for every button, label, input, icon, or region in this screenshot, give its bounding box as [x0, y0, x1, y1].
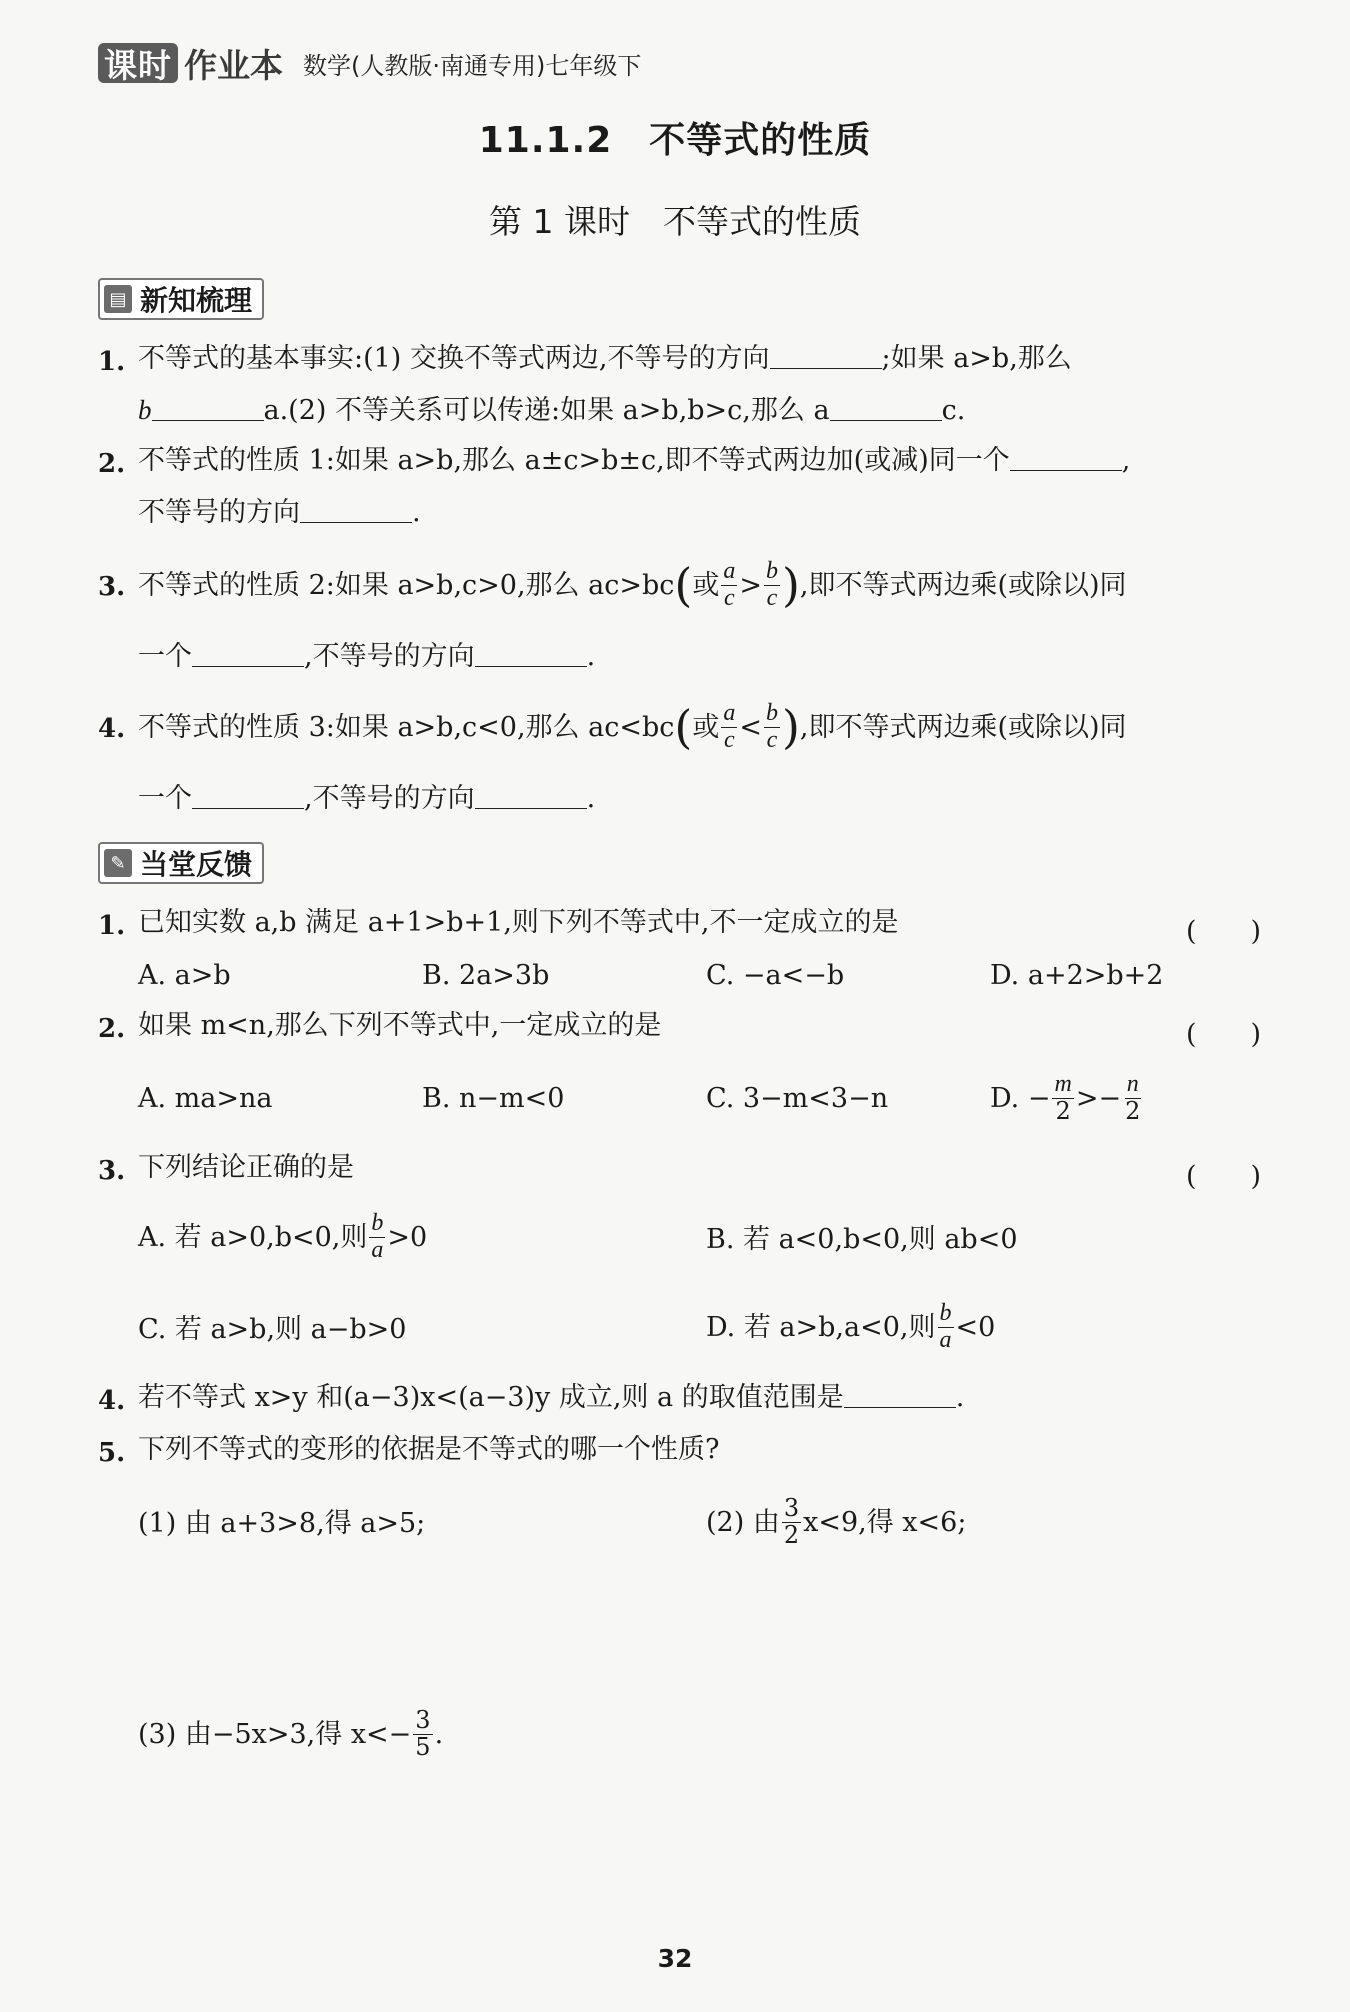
item-number: 1.: [98, 347, 126, 377]
answer-blank[interactable]: [1010, 450, 1122, 471]
option-b[interactable]: B. 若 a<0,b<0,则 ab<0: [706, 1224, 1018, 1255]
lesson-subtitle: 第 1 课时 不等式的性质: [489, 202, 861, 241]
page-title: 11.1.2 不等式的性质: [478, 120, 872, 161]
question-number: 2.: [98, 1014, 126, 1044]
fraction-b-over-a: $\frac{b}{a}$: [939, 1300, 952, 1353]
option-d[interactable]: D. − $\frac{m}{2}$ >− $\frac{n}{2}$: [990, 1071, 1141, 1125]
fraction-a-over-c: $\frac{a}{c}$: [723, 700, 736, 753]
answer-blank[interactable]: [770, 348, 882, 369]
answer-blank[interactable]: [475, 788, 587, 809]
section-label-new-knowledge: [98, 278, 264, 320]
question-number: 1.: [98, 911, 126, 941]
answer-blank[interactable]: [300, 502, 412, 523]
fraction-b-over-c: $\frac{b}{c}$: [765, 558, 778, 611]
logo-subtitle: 作业本: [184, 45, 283, 85]
answer-bracket[interactable]: ( ): [1186, 1019, 1262, 1050]
item-3-line-1: 不等式的性质 2:如果 a>b,c>0,那么 ac>bc ( 或 $\frac{a}{c}$ > $\frac{b}{c}$ ) ,即不等式两边乘(或除以)同: [138, 558, 1127, 612]
question-5-stem: 下列不等式的变形的依据是不等式的哪一个性质?: [138, 1434, 720, 1465]
question-5-part-1: (1) 由 a+3>8,得 a>5;: [138, 1508, 426, 1539]
answer-blank[interactable]: [192, 788, 304, 809]
item-4-line-2: 一个 ,不等号的方向 .: [138, 783, 596, 814]
option-c[interactable]: C. 若 a>b,则 a−b>0: [138, 1314, 407, 1345]
fraction-m-over-2: $\frac{m}{2}$: [1054, 1071, 1072, 1125]
question-2-stem: 如果 m<n,那么下列不等式中,一定成立的是: [138, 1010, 662, 1041]
question-number: 4.: [98, 1386, 126, 1416]
option-b[interactable]: B. n−m<0: [422, 1083, 565, 1114]
page-number: 32: [657, 1944, 693, 1973]
section-label-feedback: [98, 842, 264, 884]
question-5-part-3: (3) 由−5x>3,得 x<− $\frac{3}{5}$ .: [138, 1706, 444, 1761]
item-3-line-2: 一个 ,不等号的方向 .: [138, 641, 596, 672]
book-header: [98, 40, 641, 86]
option-a[interactable]: A. 若 a>0,b<0,则 $\frac{b}{a}$ >0: [138, 1210, 428, 1263]
section-title: 新知梳理: [140, 284, 253, 317]
item-4-line-1: 不等式的性质 3:如果 a>b,c<0,那么 ac<bc ( 或 $\frac{a}{c}$ < $\frac{b}{c}$ ) ,即不等式两边乘(或除以)同: [138, 700, 1127, 754]
item-number: 2.: [98, 449, 126, 479]
answer-blank[interactable]: [475, 646, 587, 667]
question-number: 3.: [98, 1156, 126, 1186]
answer-bracket[interactable]: ( ): [1186, 916, 1262, 947]
answer-blank[interactable]: [152, 400, 264, 421]
answer-bracket[interactable]: ( ): [1186, 1161, 1262, 1192]
fraction-3-over-2: $\frac{3}{2}$: [783, 1494, 800, 1549]
question-5-part-2: (2) 由 $\frac{3}{2}$ x<9,得 x<6;: [706, 1494, 967, 1549]
fraction-b-over-c: $\frac{b}{c}$: [765, 700, 778, 753]
question-4-stem: 若不等式 x>y 和(a−3)x<(a−3)y 成立,则 a 的取值范围是 .: [138, 1382, 965, 1413]
item-1-line-2: b a.(2) 不等关系可以传递:如果 a>b,b>c,那么 a c.: [138, 395, 966, 426]
item-number: 3.: [98, 572, 126, 602]
answer-blank[interactable]: [192, 646, 304, 667]
book-icon: ▤: [104, 285, 132, 313]
item-number: 4.: [98, 714, 126, 744]
section-title: 当堂反馈: [140, 848, 253, 881]
logo: 课时: [98, 43, 178, 83]
fraction-b-over-a: $\frac{b}{a}$: [371, 1210, 384, 1263]
pencil-icon: ✎: [104, 849, 132, 877]
fraction-3-over-5: $\frac{3}{5}$: [415, 1706, 431, 1761]
question-1-stem: 已知实数 a,b 满足 a+1>b+1,则下列不等式中,不一定成立的是: [138, 907, 899, 938]
item-2-line-1: 不等式的性质 1:如果 a>b,那么 a±c>b±c,即不等式两边加(或减)同一个 ,: [138, 445, 1131, 476]
option-a[interactable]: A. a>b: [138, 960, 231, 991]
option-a[interactable]: A. ma>na: [138, 1083, 273, 1114]
book-info: 数学(人教版·南通专用)七年级下: [303, 51, 642, 80]
fraction-a-over-c: $\frac{a}{c}$: [723, 558, 736, 611]
question-number: 5.: [98, 1438, 126, 1468]
fraction-n-over-2: $\frac{n}{2}$: [1125, 1071, 1141, 1125]
option-c[interactable]: C. 3−m<3−n: [706, 1083, 889, 1114]
answer-blank[interactable]: [844, 1387, 956, 1408]
item-2-line-2: 不等号的方向 .: [138, 497, 421, 528]
answer-blank[interactable]: [830, 400, 942, 421]
option-d[interactable]: D. 若 a>b,a<0,则 $\frac{b}{a}$ <0: [706, 1300, 996, 1353]
option-c[interactable]: C. −a<−b: [706, 960, 845, 991]
option-d[interactable]: D. a+2>b+2: [990, 960, 1164, 991]
option-b[interactable]: B. 2a>3b: [422, 960, 550, 991]
question-3-stem: 下列结论正确的是: [138, 1152, 354, 1183]
item-1-line-1: 不等式的基本事实:(1) 交换不等式两边,不等号的方向 ;如果 a>b,那么: [138, 343, 1072, 374]
